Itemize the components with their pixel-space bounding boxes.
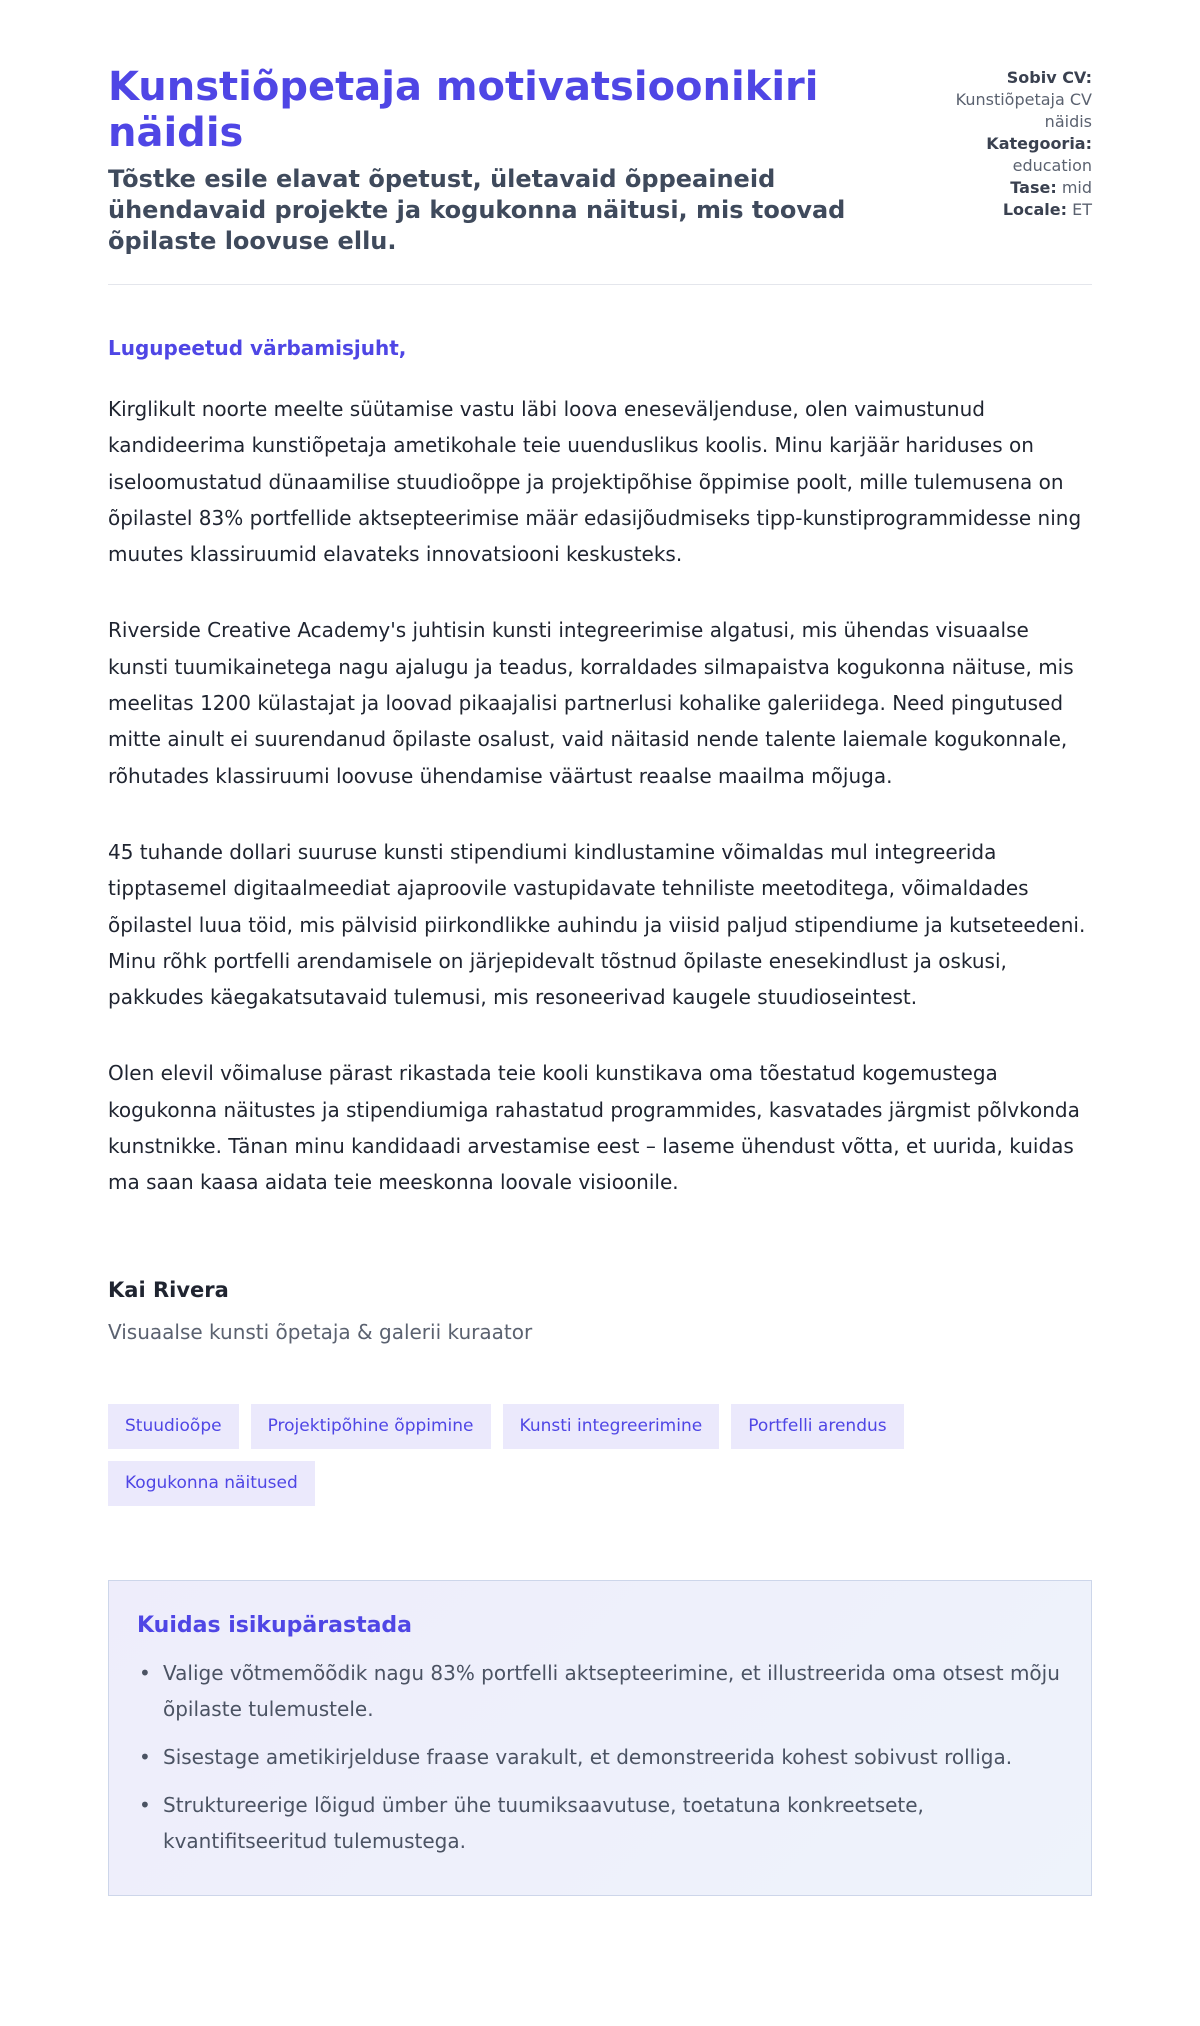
meta-category-value: education	[1012, 156, 1092, 175]
signature-name: Kai Rivera	[108, 1277, 229, 1302]
bullet-icon: •	[139, 1744, 151, 1769]
tips-list	[137, 1655, 1063, 1859]
meta-locale	[942, 199, 1092, 221]
letter-body	[108, 285, 1092, 1896]
tag-studio-learning[interactable]: Stuudioõpe	[108, 1404, 239, 1449]
meta-cv	[942, 67, 1092, 133]
letter-paragraph: Riverside Creative Academy's juhtisin kunsti integreerimise algatusi, mis ühendas visuaalse kunsti tuumikainetega nagu ajalugu ja teadus, korraldades silmapaistva kogukonna näituse, mis meelitas 1200 külastajat ja loovad pikaajalisi partnerlusi kohalike galeriidega. Need pingutused mitte ainult ei suurendanud õpilaste osalust, vaid näitasid nende talente laiemale kogukonnale, rõhutades klassiruumi loovuse ühendamise väärtust reaalse maailma mõjuga.	[108, 618, 1074, 788]
letter-paragraph: 45 tuhande dollari suuruse kunsti stipendiumi kindlustamine võimaldas mul integreerida tipptasemel digitaalmeediat ajaproovile vastupidavate tehniliste meetoditega, võimaldades õpilastel luua töid, mis pälvisid piirkondlikke auhindu ja viisid paljud stipendiume ja kutseteedeni. Minu rõhk portfelli arendamisele on järjepidevalt tõstnud õpilaste enesekindlust ja oskusi, pakkudes käegakatsutavaid tulemusi, mis resoneerivad kaugele stuudioseintest.	[108, 839, 1086, 1010]
meta-category	[942, 133, 1092, 177]
tips-item	[137, 1787, 1063, 1859]
tips-box	[108, 1580, 1092, 1896]
tag-project-based-learning[interactable]: Projektipõhine õppimine	[251, 1404, 491, 1449]
bullet-icon: •	[139, 1660, 151, 1685]
tag-portfolio-development[interactable]: Portfelli arendus	[731, 1404, 903, 1449]
letter-paragraph: Olen elevil võimaluse pärast rikastada teie kooli kunstikava oma tõestatud kogemustega kogukonna näitustes ja stipendiumiga rahastatud programmides, kasvatades järgmist põlvkonda kunstnikke. Tänan minu kandidaadi arvestamise eest – laseme ühendust võtta, et uurida, kuidas ma saan kaasa aidata teie meeskonna loovale visioonile.	[108, 1061, 1080, 1195]
tips-item-text: Sisestage ametikirjelduse fraase varakult, et demonstreerida kohest sobivust rolliga.	[163, 1744, 1013, 1769]
header	[108, 0, 1092, 285]
tag-community-exhibitions[interactable]: Kogukonna näitused	[108, 1461, 315, 1506]
meta-level	[942, 177, 1092, 199]
letter-paragraph: Kirglikult noorte meelte süütamise vastu läbi loova eneseväljenduse, olen vaimustunud kandideerima kunstiõpetaja ametikohale teie uuenduslikus koolis. Minu karjäär hariduses on iseloomustatud dünaamilise stuudioõppe ja projektipõhise õppimise poolt, mille tulemusena on õpilastel 83% portfellide aktsepteerimise määr edasijõudmiseks tipp-kunstiprogrammidesse ning muutes klassiruumid elavateks innovatsiooni keskusteks.	[108, 397, 1082, 567]
page-title: Kunstiõpetaja motivatsioonikiri näidis	[108, 64, 819, 156]
meta-cv-value[interactable]: Kunstiõpetaja CV näidis	[955, 90, 1092, 131]
meta-cv-label: Sobiv CV:	[1006, 68, 1092, 87]
tag-list	[108, 1404, 1098, 1506]
signature-title: Visuaalse kunsti õpetaja & galerii kuraator	[108, 1319, 533, 1344]
page-subtitle: Tõstke esile elavat õpetust, ületavaid õppeaineid ühendavaid projekte ja kogukonna näitusi, mis toovad õpilaste loovuse ellu.	[108, 165, 846, 255]
tips-item	[137, 1739, 1063, 1775]
letter-greeting: Lugupeetud värbamisjuht,	[108, 336, 407, 360]
signature	[108, 1276, 1092, 1346]
meta-locale-value: ET	[1072, 200, 1092, 219]
tips-item-text: Struktureerige lõigud ümber ühe tuumiksaavutuse, toetatuna konkreetsete, kvantifitseeritud tulemustega.	[163, 1792, 924, 1853]
meta-level-value: mid	[1061, 178, 1092, 197]
meta-panel	[942, 67, 1092, 221]
meta-category-label: Kategooria:	[986, 134, 1092, 153]
meta-level-label: Tase:	[1010, 178, 1057, 197]
tips-title: Kuidas isikupärastada	[137, 1612, 413, 1638]
tips-item-text: Valige võtmemõõdik nagu 83% portfelli aktsepteerimine, et illustreerida oma otsest mõju õpilaste tulemustele.	[163, 1660, 1060, 1721]
tips-item	[137, 1655, 1063, 1727]
meta-locale-label: Locale:	[1002, 200, 1068, 219]
tag-art-integration[interactable]: Kunsti integreerimine	[503, 1404, 720, 1449]
bullet-icon: •	[139, 1792, 151, 1817]
